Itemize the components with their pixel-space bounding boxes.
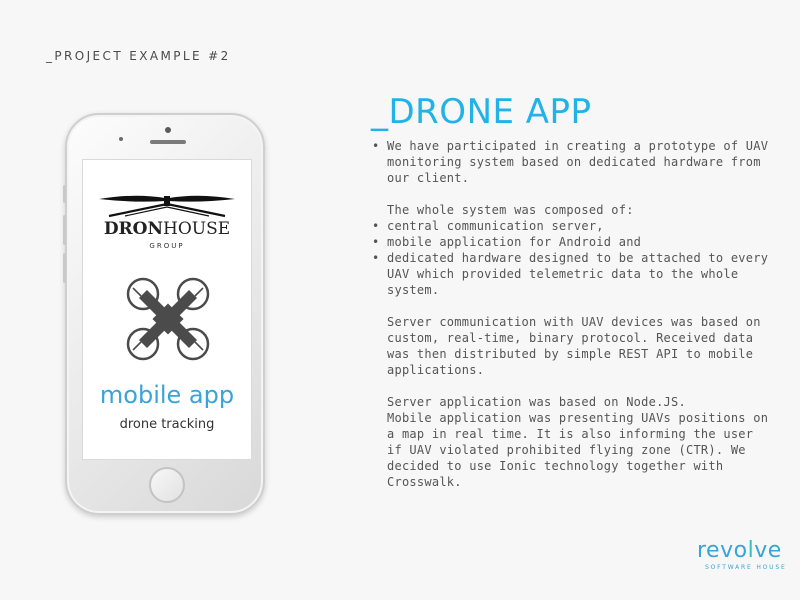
quadcopter-icon [123,274,213,364]
list-item: • mobile application for Android and [371,234,771,250]
phone-volume-down [63,253,66,283]
phone-sensor [119,137,123,141]
phone-volume-up [63,215,66,245]
logo-tagline: SOFTWARE HOUSE [705,564,787,571]
app-title: mobile app [99,381,235,409]
page-title: _DRONE APP [371,92,592,132]
node-paragraph: Server application was based on Node.JS. [387,395,686,409]
section-kicker: _PROJECT EXAMPLE #2 [46,49,231,63]
project-description [371,138,771,490]
mobile-paragraph: Mobile application was presenting UAVs positions on a map in real time. It is also informing the user if UAV violated prohibited flying zone (CTR). We decided to use Ionic technology together with Crosswalk. [387,411,769,489]
phone-camera [165,127,171,133]
phone-mockup [65,113,265,515]
phone-mute-switch [63,185,66,203]
phone-speaker [150,140,186,144]
phone-home-button [149,467,185,503]
components-list [371,218,771,298]
phone-screen [82,159,252,460]
app-subtitle: drone tracking [119,417,215,432]
list-item: • central communication server, [371,218,771,234]
revolve-logo: revolve [697,538,782,563]
list-item: • dedicated hardware designed to be attached to every UAV which provided telemetric data to the whole system. [371,250,771,298]
intro-bullet: • We have participated in creating a prototype of UAV monitoring system based on dedicated hardware from our client. [371,138,771,186]
brand-subtitle: GROUP [149,242,185,250]
propeller-logo-icon [95,190,239,220]
server-paragraph: Server communication with UAV devices was based on custom, real-time, binary protocol. Received data was then distributed by simple REST API to mobile applications. [387,315,761,377]
composed-of-text: The whole system was composed of: [387,203,634,217]
brand-name: DRONHOUSE [103,219,231,239]
